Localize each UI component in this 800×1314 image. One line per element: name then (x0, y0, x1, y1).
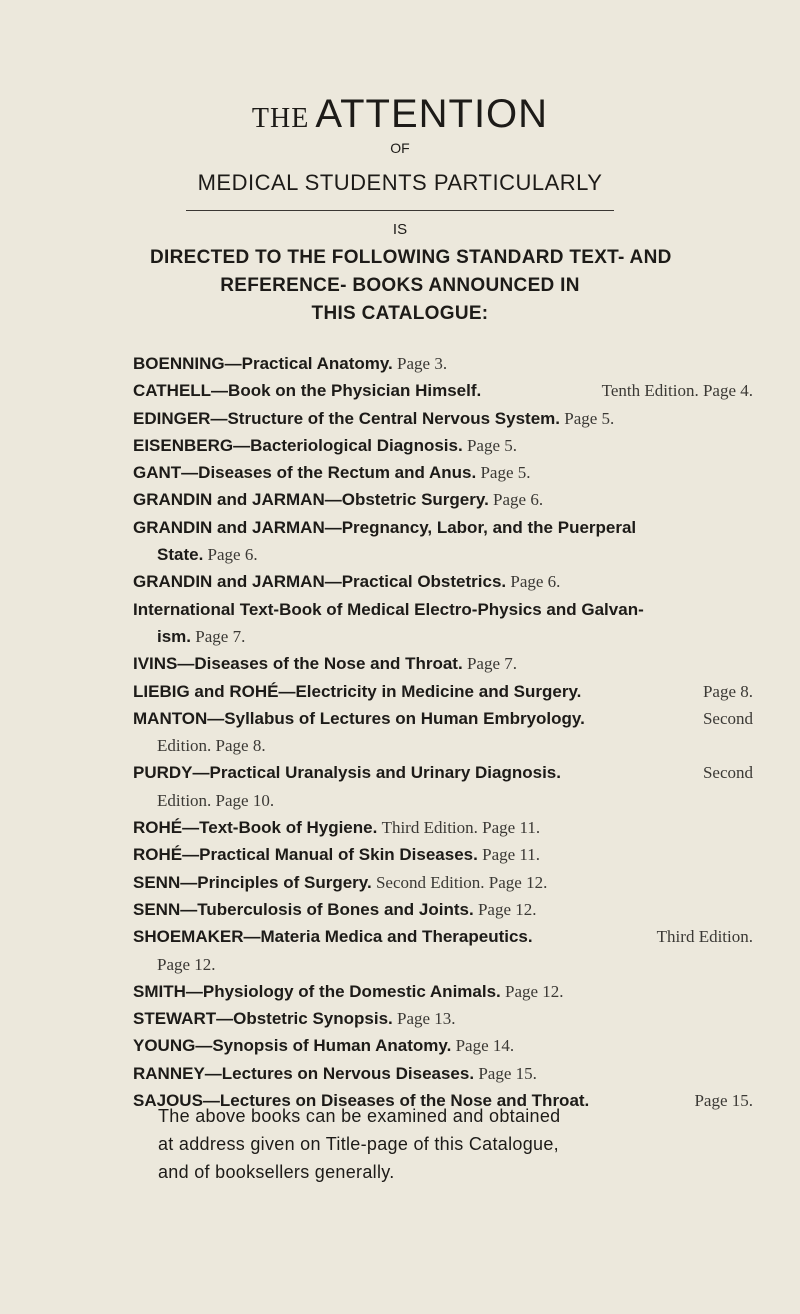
book-list (133, 350, 753, 1114)
list-item (133, 514, 753, 569)
book-info: Third Edition. (656, 927, 753, 947)
book-info: Third Edition. Page 11. (381, 818, 541, 838)
list-item (133, 978, 753, 1005)
list-item (133, 814, 753, 841)
book-title: SENN—Tuberculosis of Bones and Joints. (133, 899, 474, 919)
book-title: SAJOUS—Lectures on Diseases of the Nose and Throat. (133, 1091, 590, 1111)
book-info: Second (702, 708, 753, 728)
list-item (133, 650, 753, 677)
footer-line: at address given on Title-page of this Catalogue, (158, 1134, 559, 1154)
book-info: Page 5. (564, 408, 615, 428)
list-item (133, 568, 753, 595)
directed-line: THIS CATALOGUE: (311, 303, 489, 324)
book-info-cont: Page 12. (157, 954, 216, 974)
book-info: Page 12. (505, 981, 564, 1001)
book-info: Second Edition. Page 12. (375, 872, 548, 892)
book-info: Second (702, 763, 753, 783)
book-title: MANTON—Syllabus of Lectures on Human Embryology. (133, 708, 585, 728)
directed-line: REFERENCE- BOOKS ANNOUNCED IN (220, 275, 580, 296)
book-title: International Text-Book of Medical Electro-Physics and Galvan- (133, 599, 644, 619)
book-info: Page 13. (397, 1009, 456, 1029)
book-info: Page 11. (482, 845, 541, 865)
footer-line: and of booksellers generally. (158, 1162, 395, 1182)
footer-note (158, 1102, 678, 1186)
list-item (133, 377, 753, 404)
title-the: THE (251, 103, 310, 134)
book-info: Page 6. (207, 545, 258, 565)
book-title: EDINGER—Structure of the Central Nervous System. (133, 408, 560, 428)
book-title: PURDY—Practical Uranalysis and Urinary Diagnosis. (133, 763, 561, 783)
book-title: SENN—Principles of Surgery. (133, 872, 372, 892)
list-item (133, 705, 753, 760)
book-title-cont: State. (157, 545, 204, 565)
footer-line: The above books can be examined and obtained (158, 1106, 561, 1126)
book-title: GRANDIN and JARMAN—Pregnancy, Labor, and the Puerperal (133, 517, 637, 537)
book-title: STEWART—Obstetric Synopsis. (133, 1009, 393, 1029)
book-info: Page 15. (478, 1063, 537, 1083)
list-item (133, 923, 753, 978)
list-item (133, 596, 753, 651)
title-is: IS (392, 221, 408, 238)
list-item (133, 459, 753, 486)
book-info-cont: Edition. Page 8. (157, 736, 266, 756)
list-item (133, 1032, 753, 1059)
book-info: Page 6. (510, 572, 561, 592)
book-info: Page 15. (694, 1091, 753, 1111)
directed-line: DIRECTED TO THE FOLLOWING STANDARD TEXT- AND (150, 247, 672, 268)
book-info: Page 5. (480, 463, 531, 483)
book-info: Page 7. (195, 626, 246, 646)
page-title (0, 92, 800, 137)
title-students: MEDICAL STUDENTS PARTICULARLY (197, 170, 603, 195)
title-of: OF (390, 140, 410, 156)
directed-heading (150, 244, 672, 328)
book-title: GANT—Diseases of the Rectum and Anus. (133, 463, 477, 483)
book-title: YOUNG—Synopsis of Human Anatomy. (133, 1036, 452, 1056)
list-item (133, 841, 753, 868)
list-item (133, 432, 753, 459)
book-title: CATHELL—Book on the Physician Himself. (133, 381, 482, 401)
list-item (133, 1005, 753, 1032)
title-attention: ATTENTION (315, 92, 549, 136)
book-title: GRANDIN and JARMAN—Practical Obstetrics. (133, 572, 507, 592)
book-info: Page 3. (397, 354, 448, 373)
list-item (133, 896, 753, 923)
book-title: ROHÉ—Text-Book of Hygiene. (133, 818, 378, 838)
list-item (133, 350, 753, 377)
book-title: SHOEMAKER—Materia Medica and Therapeutics. (133, 927, 533, 947)
list-item (133, 678, 753, 705)
book-info: Page 8. (702, 681, 753, 701)
book-info: Page 5. (466, 435, 517, 455)
list-item (133, 405, 753, 432)
title-underline (186, 210, 614, 211)
book-title: EISENBERG—Bacteriological Diagnosis. (133, 435, 463, 455)
book-title: IVINS—Diseases of the Nose and Throat. (133, 654, 463, 674)
book-title-cont: ism. (157, 626, 192, 646)
book-title: ROHÉ—Practical Manual of Skin Diseases. (133, 845, 478, 865)
book-info-cont: Edition. Page 10. (157, 790, 275, 810)
list-item (133, 869, 753, 896)
list-item (133, 759, 753, 814)
book-title: GRANDIN and JARMAN—Obstetric Surgery. (133, 490, 489, 510)
book-title: SMITH—Physiology of the Domestic Animals. (133, 981, 501, 1001)
book-title: BOENNING—Practical Anatomy. (133, 354, 393, 373)
book-info: Page 7. (466, 654, 517, 674)
book-title: LIEBIG and ROHÉ—Electricity in Medicine and Surgery. (133, 681, 582, 701)
book-info: Tenth Edition. Page 4. (601, 381, 753, 401)
book-info: Page 12. (477, 899, 537, 919)
book-info: Page 6. (493, 490, 544, 510)
list-item (133, 486, 753, 513)
list-item (133, 1060, 753, 1087)
book-info: Page 14. (455, 1036, 515, 1056)
book-title: RANNEY—Lectures on Nervous Diseases. (133, 1063, 475, 1083)
